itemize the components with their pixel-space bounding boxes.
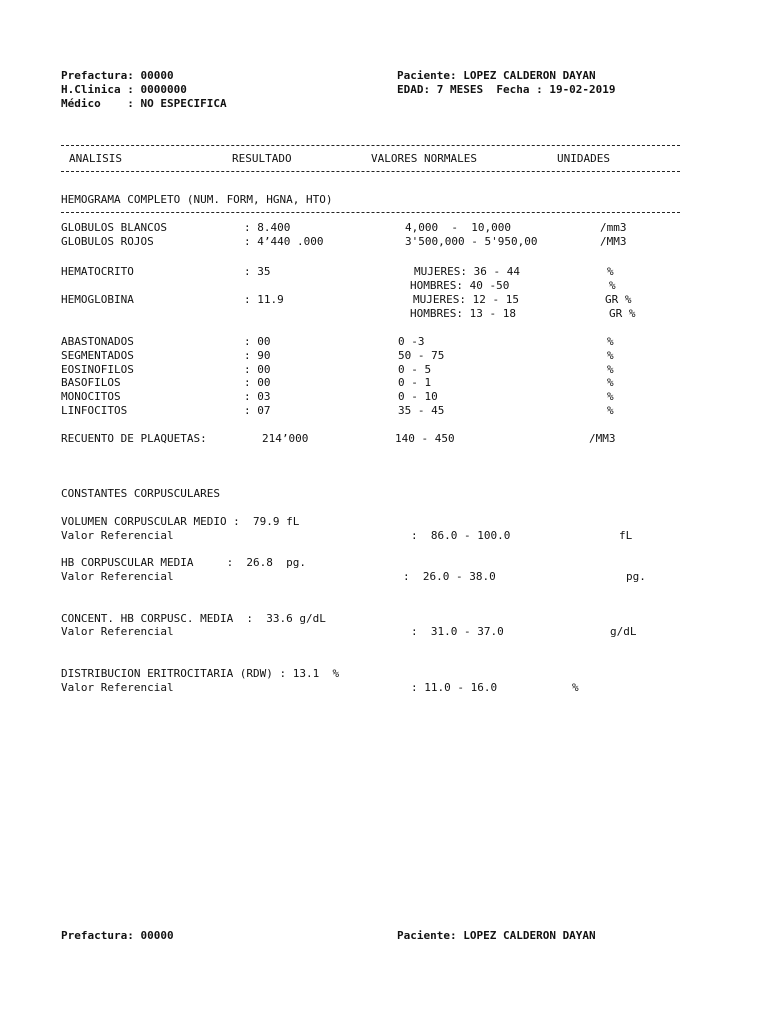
footer-paciente: Paciente: LOPEZ CALDERON DAYAN [397, 929, 596, 942]
row-range: 4,000 - 10,000 [405, 221, 511, 234]
section-constantes: CONSTANTES CORPUSCULARES [61, 487, 220, 500]
row-value: : 00 [244, 376, 271, 389]
row-value: : 00 [244, 335, 271, 348]
row-name: ABASTONADOS [61, 335, 134, 348]
row-name: EOSINOFILOS [61, 363, 134, 376]
valor-referencial-label: Valor Referencial [61, 570, 174, 583]
valor-referencial-range: : 11.0 - 16.0 [411, 681, 498, 694]
valor-referencial-range: : 26.0 - 38.0 [403, 570, 496, 583]
row-range: MUJERES: 12 - 15 [413, 293, 519, 306]
valor-referencial-label: Valor Referencial [61, 625, 174, 638]
col-resultado: RESULTADO [232, 152, 292, 165]
row-unit: /mm3 [600, 221, 627, 234]
plaquetas-range: 140 - 450 [395, 432, 455, 445]
row-range: MUJERES: 36 - 44 [414, 265, 520, 278]
valor-referencial-unit: pg. [626, 570, 646, 583]
row-unit: % [607, 376, 614, 389]
valor-referencial-range: : 86.0 - 100.0 [411, 529, 511, 542]
row-range: HOMBRES: 13 - 18 [410, 307, 516, 320]
row-unit: % [607, 265, 614, 278]
prefactura-label: Prefactura: 00000 [61, 69, 174, 82]
divider [61, 171, 680, 172]
row-unit: % [607, 349, 614, 362]
row-range: 50 - 75 [398, 349, 445, 362]
col-analisis: ANALISIS [69, 152, 122, 165]
col-valores-normales: VALORES NORMALES [371, 152, 477, 165]
row-name: LINFOCITOS [61, 404, 128, 417]
row-range: 3'500,000 - 5'950,00 [405, 235, 538, 248]
constante-label: HB CORPUSCULAR MEDIA : 26.8 pg. [61, 556, 307, 569]
row-value: : 90 [244, 349, 271, 362]
valor-referencial-label: Valor Referencial [61, 529, 174, 542]
plaquetas-value: 214’000 [262, 432, 309, 445]
row-range: HOMBRES: 40 -50 [410, 279, 510, 292]
historia-clinica-label: H.Clinica : 0000000 [61, 83, 187, 96]
constante-label: VOLUMEN CORPUSCULAR MEDIO : 79.9 fL [61, 515, 300, 528]
row-name: BASOFILOS [61, 376, 121, 389]
row-name: GLOBULOS BLANCOS [61, 221, 167, 234]
row-unit: % [607, 404, 614, 417]
row-unit: % [607, 390, 614, 403]
row-name: HEMOGLOBINA [61, 293, 134, 306]
plaquetas-unit: /MM3 [589, 432, 616, 445]
col-unidades: UNIDADES [557, 152, 610, 165]
row-value: : 8.400 [244, 221, 291, 234]
edad-fecha-label: EDAD: 7 MESES Fecha : 19-02-2019 [397, 83, 616, 96]
row-range: 0 - 1 [398, 376, 432, 389]
row-value: : 07 [244, 404, 271, 417]
row-unit: /MM3 [600, 235, 627, 248]
constante-label: CONCENT. HB CORPUSC. MEDIA : 33.6 g/dL [61, 612, 326, 625]
valor-referencial-unit: fL [619, 529, 633, 542]
row-range: 0 - 5 [398, 363, 432, 376]
section-hemograma: HEMOGRAMA COMPLETO (NUM. FORM, HGNA, HTO) [61, 193, 333, 206]
row-name: HEMATOCRITO [61, 265, 134, 278]
row-range: 0 -3 [398, 335, 425, 348]
row-name: GLOBULOS ROJOS [61, 235, 154, 248]
row-unit: % [609, 279, 616, 292]
divider [61, 212, 680, 213]
row-unit: % [607, 335, 614, 348]
row-unit: GR % [605, 293, 632, 306]
constante-label: DISTRIBUCION ERITROCITARIA (RDW) : 13.1 % [61, 667, 340, 680]
row-name: MONOCITOS [61, 390, 121, 403]
row-value: : 35 [244, 265, 271, 278]
row-unit: % [607, 363, 614, 376]
row-unit: GR % [609, 307, 636, 320]
row-value: : 00 [244, 363, 271, 376]
row-value: : 03 [244, 390, 271, 403]
footer-prefactura: Prefactura: 00000 [61, 929, 174, 942]
plaquetas-label: RECUENTO DE PLAQUETAS: [61, 432, 207, 445]
row-value: : 11.9 [244, 293, 284, 306]
row-name: SEGMENTADOS [61, 349, 134, 362]
divider [61, 145, 680, 146]
valor-referencial-unit: % [572, 681, 579, 694]
medico-label: Médico : NO ESPECIFICA [61, 97, 227, 110]
paciente-label: Paciente: LOPEZ CALDERON DAYAN [397, 69, 596, 82]
row-value: : 4’440 .000 [244, 235, 324, 248]
row-range: 0 - 10 [398, 390, 438, 403]
valor-referencial-range: : 31.0 - 37.0 [411, 625, 504, 638]
valor-referencial-label: Valor Referencial [61, 681, 174, 694]
row-range: 35 - 45 [398, 404, 445, 417]
valor-referencial-unit: g/dL [610, 625, 637, 638]
